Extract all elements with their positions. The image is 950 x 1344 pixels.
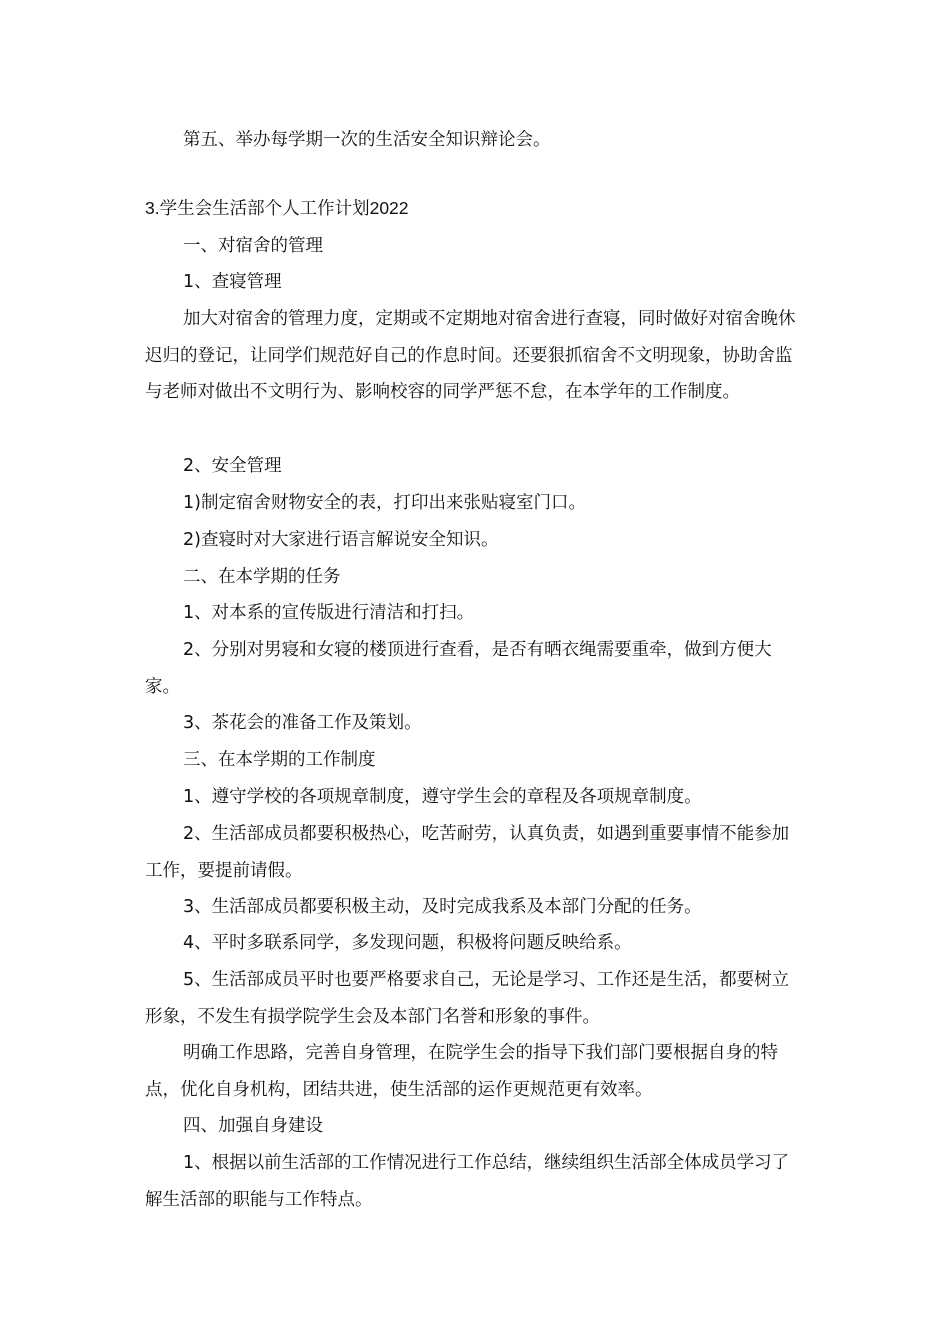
intro-line: 第五、举办每学期一次的生活安全知识辩论会。 [183, 130, 551, 150]
list-item-safety-2: 2)查寝时对大家进行语言解说安全知识。 [183, 530, 499, 550]
list-item-rule-2: 2、生活部成员都要积极热心，吃苦耐劳，认真负责，如遇到重要事情不能参加工作，要提前请假。 [145, 824, 790, 881]
list-item-safety-1: 1)制定宿舍财物安全的表，打印出来张贴寝室门口。 [183, 493, 586, 513]
heading-self-building: 四、加强自身建设 [183, 1116, 323, 1136]
paragraph-work-approach: 明确工作思路，完善自身管理，在院学生会的指导下我们部门要根据自身的特点，优化自身机构，团结共进，使生活部的运作更规范更有效率。 [145, 1043, 778, 1100]
list-item-task-1: 1、对本系的宣传版进行清洁和打扫。 [183, 603, 475, 623]
paragraph-check-dorm: 加大对宿舍的管理力度，定期或不定期地对宿舍进行查寝，同时做好对宿舍晚休迟归的登记，让同学们规范好自己的作息时间。还要狠抓宿舍不文明现象，协助舍监与老师对做出不文明行为、影响校容的同学严惩不怠，在本学年的工作制度。 [145, 309, 796, 402]
heading-dorm-management: 一、对宿舍的管理 [183, 236, 323, 256]
list-item-self-building-1: 1、根据以前生活部的工作情况进行工作总结，继续组织生活部全体成员学习了解生活部的职能与工作特点。 [145, 1153, 790, 1210]
list-item-rule-3: 3、生活部成员都要积极主动，及时完成我系及本部门分配的任务。 [183, 897, 702, 917]
subheading-safety: 2、安全管理 [183, 456, 282, 476]
list-item-task-2: 2、分别对男寝和女寝的楼顶进行查看，是否有晒衣绳需要重牵，做到方便大家。 [145, 640, 772, 697]
section-title: 3.学生会生活部个人工作计划2022 [145, 198, 409, 218]
list-item-rule-1: 1、遵守学校的各项规章制度，遵守学生会的章程及各项规章制度。 [183, 787, 702, 807]
subheading-check-dorm: 1、查寝管理 [183, 272, 282, 292]
heading-work-rules: 三、在本学期的工作制度 [183, 750, 376, 770]
list-item-task-3: 3、茶花会的准备工作及策划。 [183, 713, 422, 733]
list-item-rule-5: 5、生活部成员平时也要严格要求自己，无论是学习、工作还是生活，都要树立形象，不发生有损学院学生会及本部门名誉和形象的事件。 [145, 970, 790, 1027]
list-item-rule-4: 4、平时多联系同学，多发现问题，积极将问题反映给系。 [183, 933, 632, 953]
heading-semester-tasks: 二、在本学期的任务 [183, 567, 341, 587]
